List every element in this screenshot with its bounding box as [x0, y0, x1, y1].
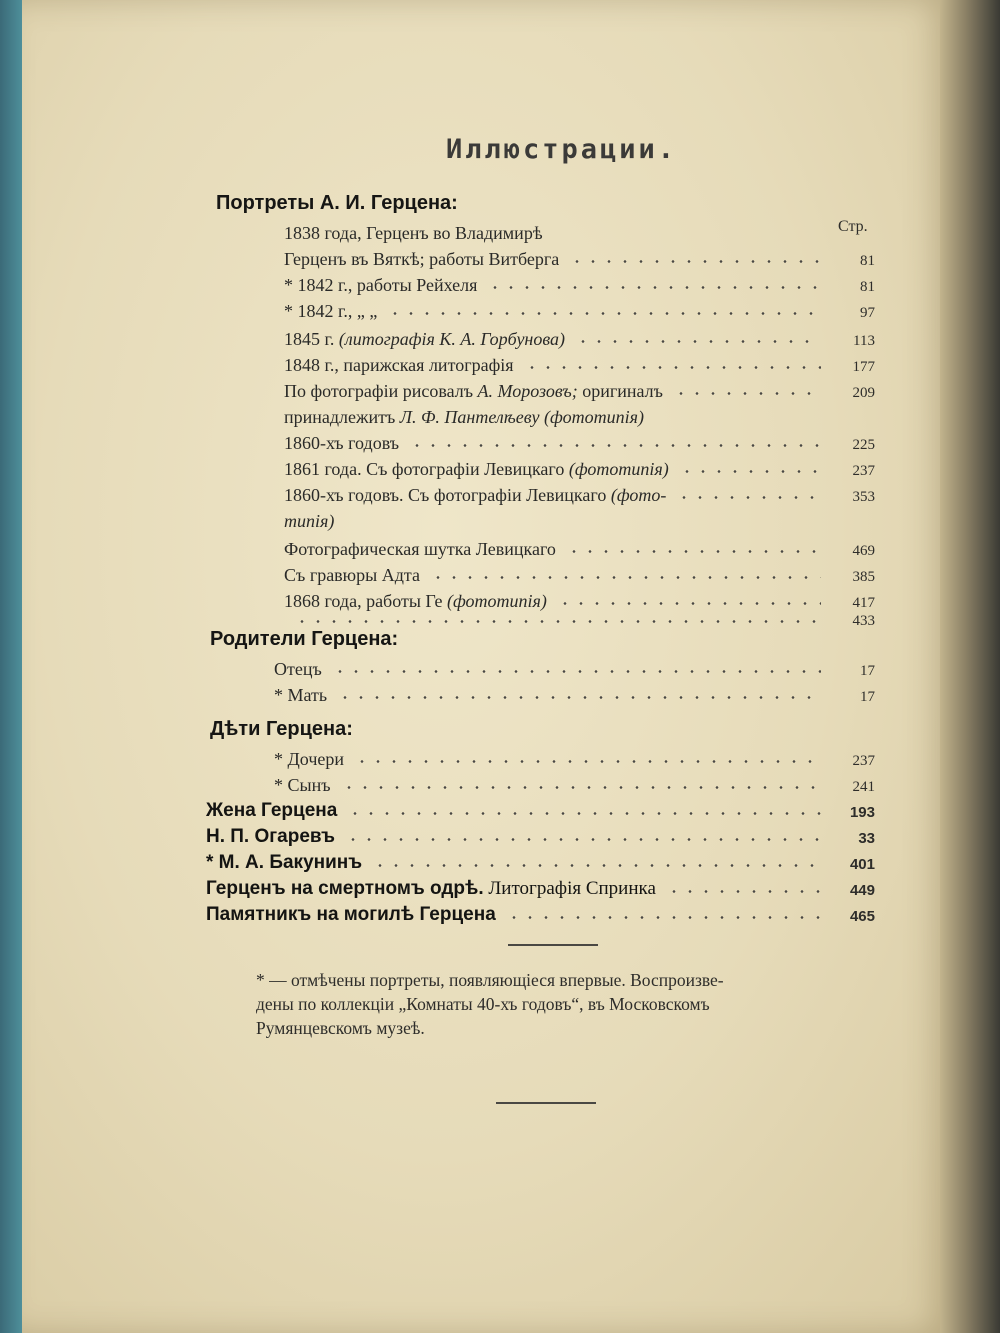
entry-title: [274, 682, 327, 708]
page-number: 417: [852, 595, 875, 611]
page-number: 241: [852, 779, 875, 795]
entry-text: Н. П. Огаревъ: [206, 826, 335, 847]
leader-dots: [566, 550, 821, 553]
entry-text: По фотографіи рисовалъ: [284, 381, 478, 401]
portraits-entry: [284, 482, 875, 508]
leader-dots: [372, 864, 821, 867]
entry-title: [284, 536, 556, 562]
entry-text: Памятникъ на могилѣ Герцена: [206, 904, 496, 925]
entry-title: [284, 298, 377, 324]
others-entry: [206, 876, 875, 902]
leader-dots: [569, 260, 821, 263]
footnote-line-1: * — отмѣчены портреты, появляющіеся впервые. Воспроизве-: [256, 970, 724, 990]
leader-dots: [524, 366, 821, 369]
portraits-entry: [284, 352, 875, 378]
entry-title: [274, 656, 322, 682]
entry-title: [284, 378, 663, 404]
entry-text: 1838 года, Герценъ во Владимирѣ: [284, 223, 543, 243]
leader-dots: [347, 812, 821, 815]
divider-rule: [508, 944, 598, 946]
page-number: 449: [849, 882, 875, 899]
entry-title: [206, 798, 337, 824]
leader-dots: [294, 620, 821, 623]
parents-entry: [274, 682, 875, 708]
page-number: 465: [849, 908, 875, 925]
entry-text: 1860-хъ годовъ. Съ фотографіи Левицкаго: [284, 485, 611, 505]
entry-title: [284, 246, 559, 272]
page-number: 237: [852, 463, 875, 479]
page-number: 17: [860, 663, 875, 679]
page-number: 97: [860, 305, 875, 321]
others-entry: [206, 824, 875, 850]
portraits-entry: [284, 430, 875, 456]
page-number: 433: [852, 613, 875, 629]
parents-entry: [274, 656, 875, 682]
entry-text: * М. А. Бакунинъ: [206, 852, 363, 873]
entry-title: [274, 746, 344, 772]
footnote-line-3: Румянцевскомъ музеѣ.: [256, 1018, 425, 1038]
entry-title: [206, 824, 335, 850]
leader-dots: [332, 670, 821, 673]
footnote-line-2: дены по коллекціи „Комнаты 40-хъ годовъ“, въ Московскомъ: [256, 994, 710, 1014]
leader-dots: [387, 312, 821, 315]
leader-dots: [575, 340, 821, 343]
entry-italic: (фототипія): [568, 459, 669, 479]
page-number: 209: [852, 385, 875, 401]
entry-text: * Мать: [274, 685, 328, 705]
entry-italic: (фото-: [610, 485, 667, 505]
leader-dots: [676, 496, 821, 499]
portraits-entry: [284, 508, 875, 534]
leader-dots: [354, 760, 821, 763]
portraits-entry: [284, 456, 875, 482]
leader-dots: [506, 916, 821, 919]
page-number: 237: [852, 753, 875, 769]
leader-dots: [557, 602, 821, 605]
entry-title: [284, 352, 514, 378]
entry-text: Жена Герцена: [206, 800, 338, 821]
children-entry: [274, 746, 875, 772]
page-number: 33: [858, 830, 875, 847]
entry-title: [274, 772, 331, 798]
entry-italic: Л. Ф. Пантелѣеву (фототипія): [399, 407, 644, 427]
entry-tail: оригиналъ: [577, 381, 663, 401]
entry-title: [206, 902, 496, 928]
entry-text: Отецъ: [274, 659, 322, 679]
entry-title: [284, 508, 334, 534]
section-children: Дѣти Герцена:: [210, 718, 353, 740]
entry-title: [284, 220, 543, 246]
leader-dots: [487, 286, 821, 289]
page-number: 225: [852, 437, 875, 453]
children-entry: [274, 772, 875, 798]
entry-title: [284, 272, 477, 298]
page-number: 469: [852, 543, 875, 559]
leader-dots: [430, 576, 821, 579]
section-parents: Родители Герцена:: [210, 628, 399, 650]
entry-title: [284, 482, 666, 508]
page-number: 193: [849, 804, 875, 821]
entry-text: 1848 г., парижская литографія: [284, 355, 514, 375]
entry-title: [206, 876, 656, 902]
page-number: 401: [849, 856, 875, 873]
entry-title: [284, 562, 420, 588]
entry-text: * Дочери: [274, 749, 344, 769]
entry-title: [284, 404, 644, 430]
page-number: 81: [860, 253, 875, 269]
leader-dots: [673, 392, 821, 395]
entry-text: принадлежитъ: [284, 407, 400, 427]
portraits-entry: [284, 220, 875, 246]
entry-title: [284, 456, 669, 482]
page-shadow-edge: [940, 0, 1000, 1333]
portraits-entry: [284, 326, 875, 352]
leader-dots: [679, 470, 821, 473]
leader-dots: [341, 786, 821, 789]
entry-title: [284, 430, 399, 456]
page-number: 353: [852, 489, 875, 505]
leader-dots: [345, 838, 821, 841]
leader-dots: [337, 696, 821, 699]
entry-text: Съ гравюры Адта: [284, 565, 420, 585]
portraits-entry: [284, 298, 875, 324]
page-number: 17: [860, 689, 875, 705]
entry-italic: (литографія К. А. Горбунова): [338, 329, 566, 349]
page-number: 113: [853, 333, 875, 349]
entry-text: Герценъ въ Вяткѣ; работы Витберга: [284, 249, 560, 269]
page-number: 177: [852, 359, 875, 375]
portraits-entry: [284, 378, 875, 404]
entry-italic: А. Морозовъ;: [477, 381, 578, 401]
entry-italic: типія): [284, 511, 335, 531]
section-portraits: Портреты А. И. Герцена:: [216, 192, 458, 214]
entry-tail: Литографія Спринка: [483, 878, 656, 899]
entry-italic: (фототипія): [446, 591, 547, 611]
leader-dots: [666, 890, 821, 893]
page-column-label: Стр.: [838, 218, 868, 235]
page-number: 81: [860, 279, 875, 295]
page-number: 385: [852, 569, 875, 585]
entry-text: 1868 года, работы Ге: [284, 591, 447, 611]
leader-dots: [409, 444, 821, 447]
footnote: [256, 968, 876, 1040]
entry-text: 1861 года. Съ фотографіи Левицкаго: [284, 459, 569, 479]
entry-text: 1860-хъ годовъ: [284, 433, 400, 453]
entry-text: Фотографическая шутка Левицкаго: [284, 539, 556, 559]
entry-text: * Сынъ: [274, 775, 331, 795]
entry-text: * 1842 г., „ „: [284, 301, 378, 321]
portraits-entry: [284, 246, 875, 272]
portraits-entry: [284, 404, 875, 430]
others-entry: [206, 902, 875, 928]
portraits-entry: [284, 562, 875, 588]
others-entry: [206, 798, 875, 824]
others-entry: [206, 850, 875, 876]
portraits-entry: [284, 536, 875, 562]
end-rule: [496, 1102, 596, 1104]
entry-text: Герценъ на смертномъ одрѣ.: [206, 878, 484, 899]
entry-title: [206, 850, 362, 876]
entry-text: * 1842 г., работы Рейхеля: [284, 275, 478, 295]
entry-title: [284, 326, 565, 352]
entry-text: 1845 г.: [284, 329, 339, 349]
page-heading: Иллюстрации.: [446, 134, 678, 165]
portraits-entry: [284, 272, 875, 298]
